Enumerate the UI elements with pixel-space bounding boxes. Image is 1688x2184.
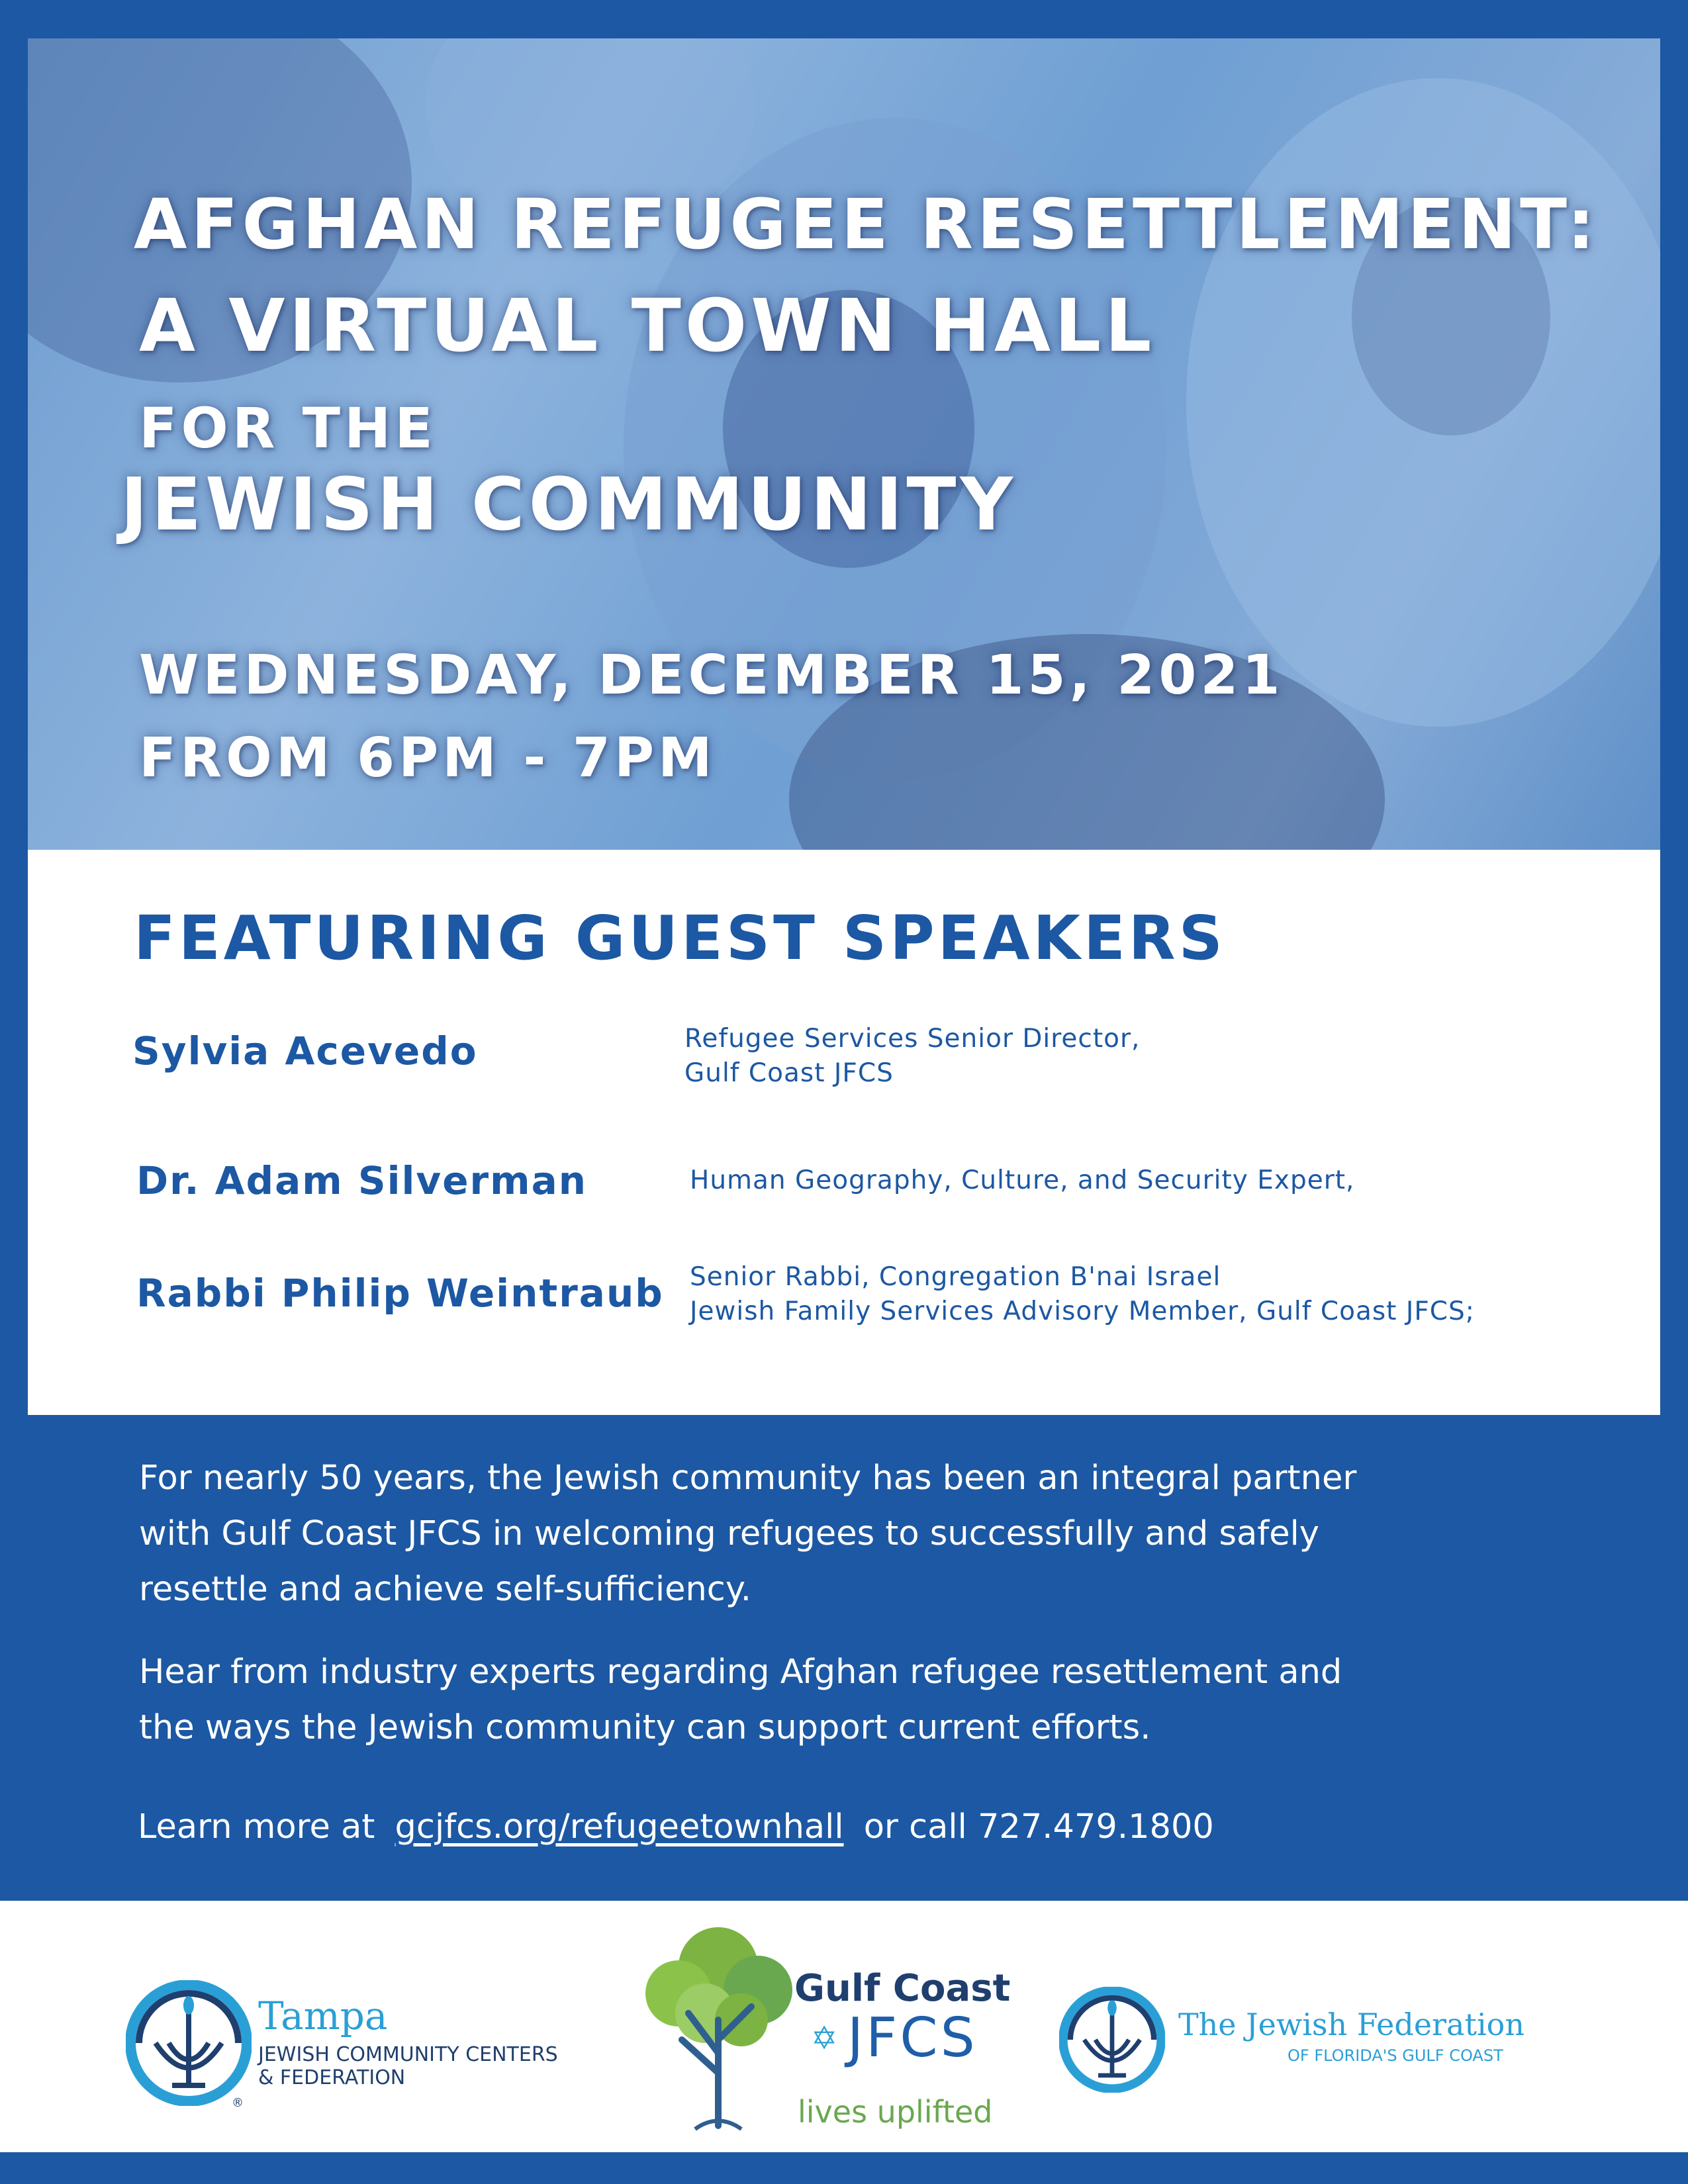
hero-banner [28,38,1660,850]
gcjfcs-tagline: lives uplifted [798,2094,993,2130]
federation-subtitle: OF FLORIDA'S GULF COAST [1288,2046,1503,2065]
event-title-line3: FOR THE [139,396,437,461]
details-paragraph-line: the ways the Jewish community can support current efforts. [139,1708,1151,1747]
federation-wordmark: The Jewish Federation [1178,2007,1524,2042]
bottom-border [0,2152,1688,2184]
event-title-line1: AFGHAN REFUGEE RESETTLEMENT: [134,184,1599,265]
speaker-role: Refugee Services Senior Director, [684,1024,1141,1054]
gcjfcs-wordmark: Gulf Coast [794,1967,1011,2010]
townhall-link[interactable]: gcjfcs.org/refugeetownhall [395,1807,844,1846]
sponsor-logos-band [0,1901,1688,2152]
menorah-emblem-icon [1059,1987,1165,2093]
learn-more-prefix: Learn more at [138,1807,375,1846]
intro-paragraph-line: resettle and achieve self-sufficiency. [139,1570,751,1609]
intro-paragraph-line: with Gulf Coast JFCS in welcoming refugees to successfully and safely [139,1514,1319,1553]
gcjfcs-abbreviation: JFCS [847,2007,978,2070]
tampa-wordmark: Tampa [258,1993,388,2038]
registered-mark: ® [232,2096,244,2110]
learn-more-line [138,1801,1214,1853]
intro-paragraph-line: For nearly 50 years, the Jewish community has been an integral partner [139,1459,1357,1498]
speaker-name: Dr. Adam Silverman [136,1158,588,1203]
speaker-role: Senior Rabbi, Congregation B'nai Israel [690,1262,1221,1292]
speaker-role: Human Geography, Culture, and Security Expert, [690,1165,1355,1195]
gulf-coast-jfcs-logo [642,1921,1026,2139]
event-title-line2: A VIRTUAL TOWN HALL [139,283,1156,368]
tampa-subtitle-line2: & FEDERATION [258,2066,406,2089]
tampa-subtitle-line1: JEWISH COMMUNITY CENTERS [258,2043,558,2066]
event-date: WEDNESDAY, DECEMBER 15, 2021 [139,644,1284,707]
event-title-line4: JEWISH COMMUNITY [120,462,1017,547]
tampa-jcc-logo [126,1980,635,2113]
speaker-role: Jewish Family Services Advisory Member, Gulf Coast JFCS; [690,1297,1475,1326]
speaker-role: Gulf Coast JFCS [684,1058,894,1088]
details-paragraph-line: Hear from industry experts regarding Afghan refugee resettlement and [139,1653,1342,1692]
tree-icon [642,1921,794,2132]
phone-text: or call 727.479.1800 [863,1807,1214,1846]
speaker-name: Rabbi Philip Weintraub [136,1271,664,1316]
jewish-federation-logo [1059,1980,1575,2113]
event-time: FROM 6PM - 7PM [139,727,716,790]
speakers-heading: FEATURING GUEST SPEAKERS [134,903,1226,974]
speakers-panel [28,850,1660,1415]
menorah-emblem-icon [126,1980,252,2106]
speaker-name: Sylvia Acevedo [132,1028,478,1073]
star-of-david-icon: ✡ [811,2020,838,2057]
